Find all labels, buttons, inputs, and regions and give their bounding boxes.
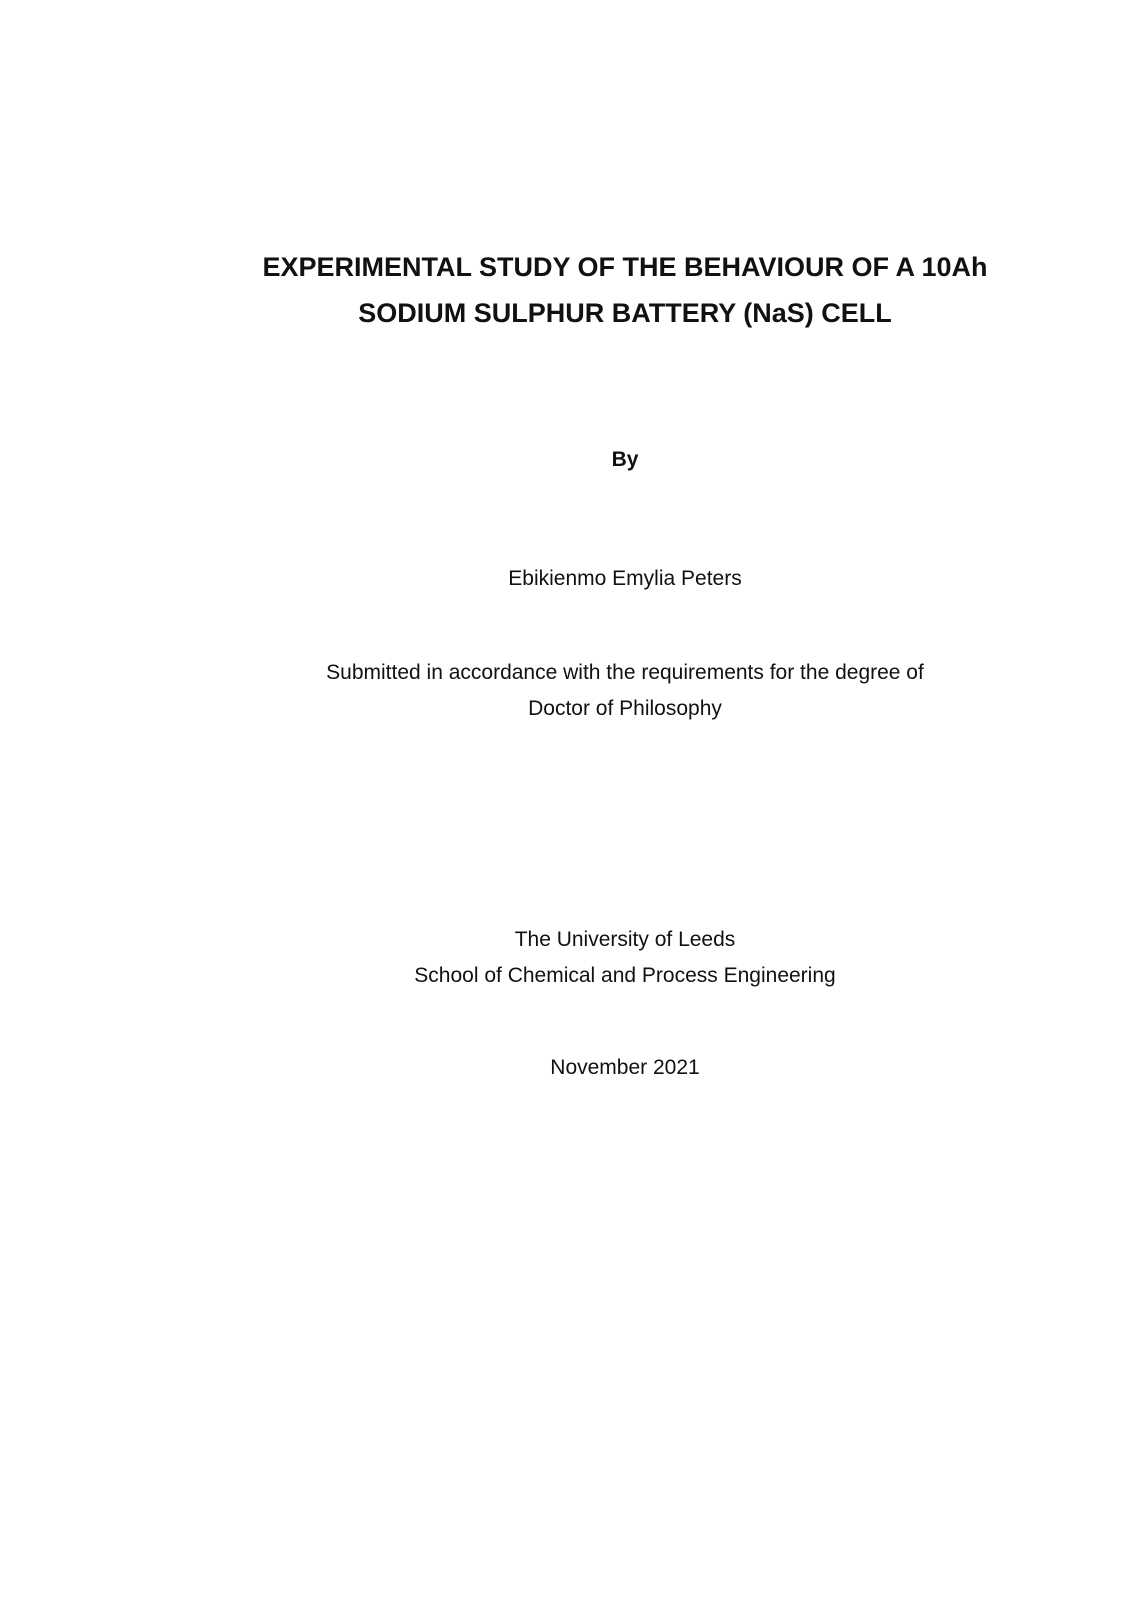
institution-block <box>210 922 1040 994</box>
degree-name: Doctor of Philosophy <box>528 697 722 720</box>
school-name: School of Chemical and Process Engineering <box>414 964 836 987</box>
by-label: By <box>611 448 639 471</box>
thesis-title <box>210 244 1040 336</box>
thesis-title-line-1: EXPERIMENTAL STUDY OF THE BEHAVIOUR OF A 10Ah <box>262 252 988 282</box>
submission-line-1: Submitted in accordance with the requirements for the degree of <box>326 661 924 684</box>
university-name: The University of Leeds <box>514 928 736 951</box>
submission-date: November 2021 <box>550 1056 700 1079</box>
submission-statement <box>210 655 1040 727</box>
thesis-title-line-2: SODIUM SULPHUR BATTERY (NaS) CELL <box>358 298 892 328</box>
author-name: Ebikienmo Emylia Peters <box>508 567 742 590</box>
